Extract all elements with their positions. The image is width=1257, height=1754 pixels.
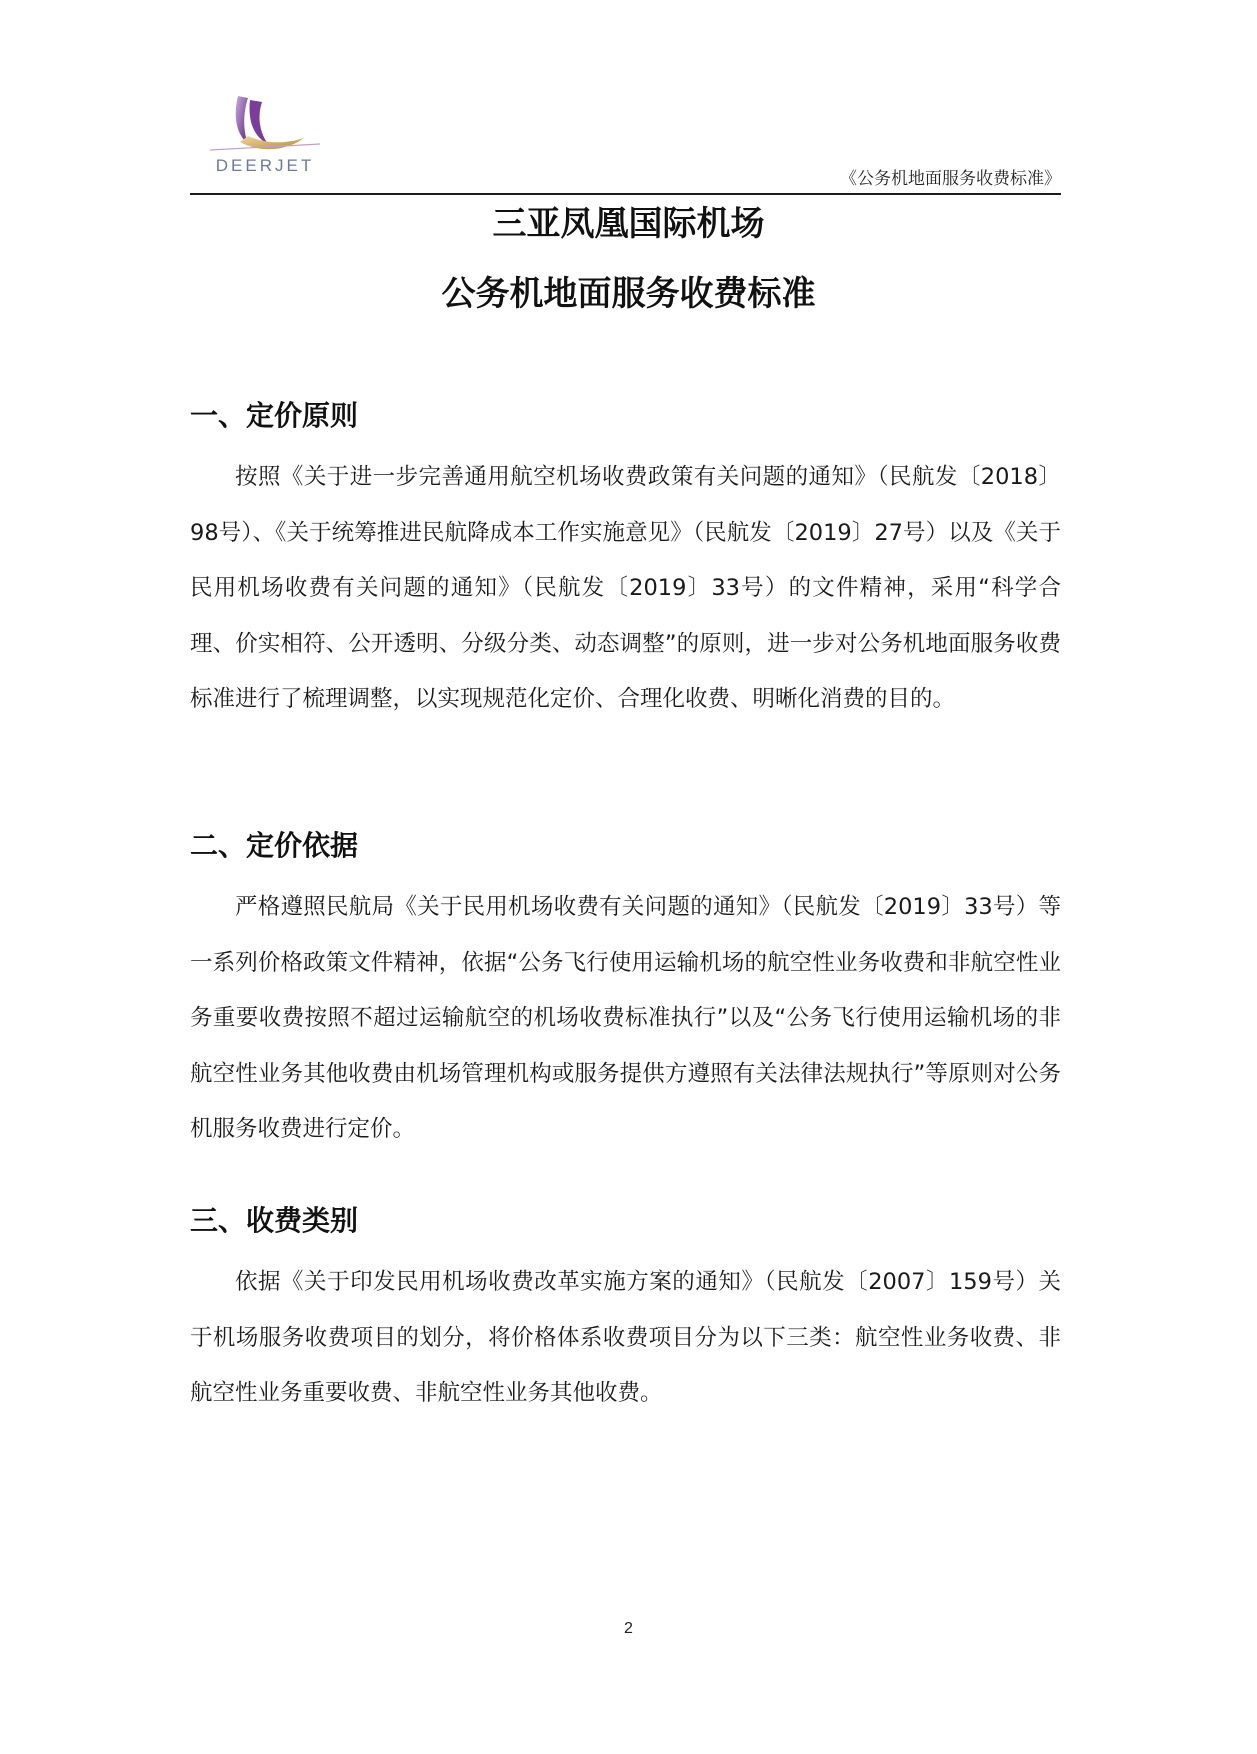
deerjet-logo-mark (200, 92, 330, 156)
section-heading: 三、收费类别 (190, 1204, 359, 1237)
section-pricing-basis (190, 826, 1061, 1158)
page-title-line1: 三亚凤凰国际机场 (492, 204, 765, 244)
section-body: 严格遵照民航局《关于民用机场收费有关问题的通知》（民航发〔2019〕33号）等一系列价格政策文件精神，依据“公务飞行使用运输机场的航空性业务收费和非航空性业务重要收费按照不超过运输航空的机场收费标准执行”以及“公务飞行使用运输机场的非航空性业务其他收费由机场管理机构或服务提供方遵照有关法律法规执行”等原则对公务机服务收费进行定价。 (190, 894, 1061, 1143)
deerjet-logo (200, 92, 330, 182)
section-body: 依据《关于印发民用机场收费改革实施方案的通知》（民航发〔2007〕159号）关于机场服务收费项目的划分，将价格体系收费项目分为以下三类：航空性业务收费、非航空性业务重要收费、非航空性业务其他收费。 (190, 1269, 1061, 1407)
section-heading: 一、定价原则 (190, 399, 359, 432)
section-heading: 二、定价依据 (190, 829, 359, 862)
page-number: 2 (624, 1620, 633, 1637)
page-title-line2: 公务机地面服务收费标准 (441, 274, 816, 314)
header-doc-title: 《公务机地面服务收费标准》 (840, 169, 1061, 189)
header-divider (190, 193, 1061, 195)
section-fee-categories (190, 1201, 1061, 1422)
section-pricing-principles (190, 396, 1061, 728)
section-body: 按照《关于进一步完善通用航空机场收费政策有关问题的通知》（民航发〔2018〕98号）、《关于统筹推进民航降成本工作实施意见》（民航发〔2019〕27号）以及《关于民用机场收费有关问题的通知》（民航发〔2019〕33号）的文件精神，采用“科学合理、价实相符、公开透明、分级分类、动态调整”的原则，进一步对公务机地面服务收费标准进行了梳理调整，以实现规范化定价、合理化收费、明晰化消费的目的。 (190, 464, 1061, 713)
logo-wordmark: DEERJET (215, 156, 315, 175)
